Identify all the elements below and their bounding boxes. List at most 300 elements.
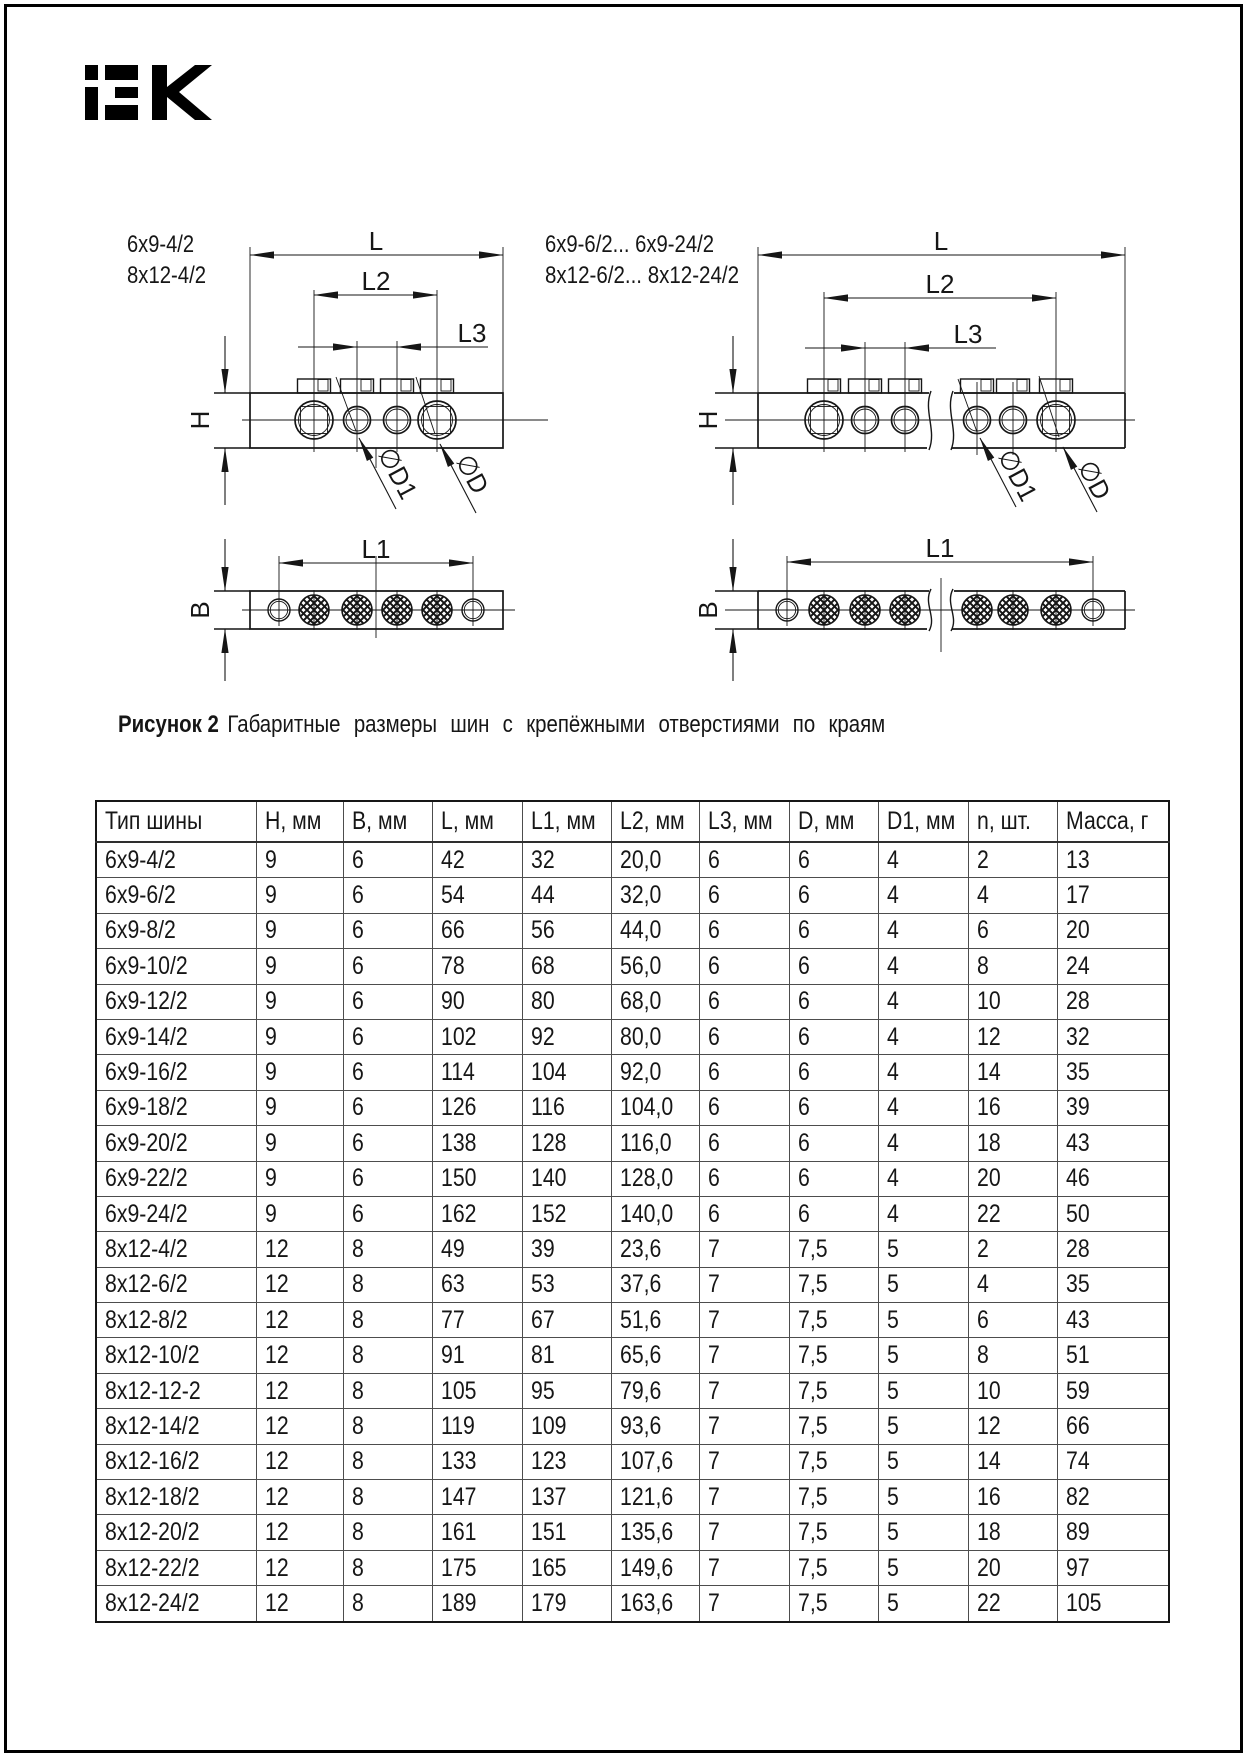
- column-header: D1, мм: [878, 801, 968, 842]
- table-cell: 81: [522, 1338, 611, 1373]
- table-cell: 51: [1057, 1338, 1169, 1373]
- column-header: В, мм: [343, 801, 432, 842]
- table-cell: 5: [878, 1267, 968, 1302]
- dim-D1: ∅D1: [371, 442, 425, 506]
- column-header: L, мм: [432, 801, 522, 842]
- table-cell: 6: [699, 878, 789, 913]
- table-cell: 161: [432, 1515, 522, 1550]
- table-cell: 23,6: [611, 1232, 699, 1267]
- table-row: [96, 1161, 1169, 1196]
- table-cell: 8: [343, 1409, 432, 1444]
- table-row: [96, 878, 1169, 913]
- dim-B: B: [693, 601, 723, 619]
- table-cell: 37,6: [611, 1267, 699, 1302]
- table-cell: 5: [878, 1515, 968, 1550]
- table-cell: 46: [1057, 1161, 1169, 1196]
- table-cell: 5: [878, 1373, 968, 1408]
- table-cell: 79,6: [611, 1373, 699, 1408]
- table-cell: 67: [522, 1303, 611, 1338]
- table-cell: 92: [522, 1019, 611, 1054]
- figure-right: [545, 226, 1135, 681]
- table-cell: 43: [1057, 1126, 1169, 1161]
- column-header: L1, мм: [522, 801, 611, 842]
- table-cell: 9: [256, 949, 343, 984]
- column-header: n, шт.: [968, 801, 1057, 842]
- table-cell: 6: [343, 842, 432, 878]
- table-cell: 12: [256, 1409, 343, 1444]
- table-cell: 12: [256, 1232, 343, 1267]
- table-cell: 150: [432, 1161, 522, 1196]
- table-cell: 39: [522, 1232, 611, 1267]
- table-cell: 51,6: [611, 1303, 699, 1338]
- table-cell: 8x12-4/2: [96, 1232, 256, 1267]
- table-cell: 5: [878, 1338, 968, 1373]
- table-cell: 6x9-24/2: [96, 1196, 256, 1231]
- table-cell: 6x9-12/2: [96, 984, 256, 1019]
- table-cell: 119: [432, 1409, 522, 1444]
- table-row: [96, 1090, 1169, 1125]
- table-cell: 7: [699, 1409, 789, 1444]
- table-cell: 54: [432, 878, 522, 913]
- column-header: D, мм: [789, 801, 878, 842]
- table-cell: 5: [878, 1232, 968, 1267]
- table-cell: 8: [343, 1303, 432, 1338]
- table-cell: 7: [699, 1550, 789, 1585]
- dim-B: B: [185, 601, 215, 619]
- dim-H: H: [693, 410, 723, 430]
- table-row: [96, 1338, 1169, 1373]
- table-cell: 9: [256, 1126, 343, 1161]
- table-cell: 35: [1057, 1055, 1169, 1090]
- table-cell: 20,0: [611, 842, 699, 878]
- table-cell: 104,0: [611, 1090, 699, 1125]
- table-cell: 8: [343, 1550, 432, 1585]
- table-cell: 7,5: [789, 1232, 878, 1267]
- table-cell: 8x12-10/2: [96, 1338, 256, 1373]
- table-cell: 109: [522, 1409, 611, 1444]
- dim-L1: L1: [925, 533, 955, 563]
- table-row: [96, 913, 1169, 948]
- table-cell: 50: [1057, 1196, 1169, 1231]
- table-cell: 4: [878, 1126, 968, 1161]
- table-cell: 91: [432, 1338, 522, 1373]
- table-cell: 9: [256, 913, 343, 948]
- table-cell: 4: [878, 984, 968, 1019]
- table-cell: 7: [699, 1515, 789, 1550]
- table-cell: 152: [522, 1196, 611, 1231]
- table-cell: 4: [968, 878, 1057, 913]
- bottom-view: [715, 578, 1135, 652]
- table-cell: 12: [256, 1338, 343, 1373]
- table-cell: 116,0: [611, 1126, 699, 1161]
- table-cell: 4: [878, 1055, 968, 1090]
- dim-L3: L3: [953, 319, 983, 349]
- table-cell: 6: [789, 1090, 878, 1125]
- table-cell: 66: [432, 913, 522, 948]
- table-cell: 5: [878, 1409, 968, 1444]
- table-cell: 2: [968, 1232, 1057, 1267]
- table-cell: 6x9-10/2: [96, 949, 256, 984]
- table-cell: 8: [968, 949, 1057, 984]
- table-cell: 6x9-4/2: [96, 842, 256, 878]
- table-cell: 128,0: [611, 1161, 699, 1196]
- table-cell: 6: [699, 1090, 789, 1125]
- table-cell: 7: [699, 1444, 789, 1479]
- figure-caption-text: Габаритные размеры шин с крепёжными отверстиями по краям: [227, 711, 886, 738]
- table-row: [96, 1267, 1169, 1302]
- table-cell: 56,0: [611, 949, 699, 984]
- table-cell: 8x12-18/2: [96, 1480, 256, 1515]
- table-cell: 6x9-18/2: [96, 1090, 256, 1125]
- table-cell: 35: [1057, 1267, 1169, 1302]
- table-row: [96, 1480, 1169, 1515]
- table-cell: 6: [699, 1196, 789, 1231]
- table-cell: 6: [343, 1019, 432, 1054]
- table-cell: 8x12-14/2: [96, 1409, 256, 1444]
- table-cell: 6: [789, 949, 878, 984]
- table-cell: 78: [432, 949, 522, 984]
- table-cell: 32: [522, 842, 611, 878]
- table-cell: 17: [1057, 878, 1169, 913]
- table-cell: 6: [699, 1055, 789, 1090]
- table-cell: 165: [522, 1550, 611, 1585]
- table-cell: 9: [256, 1196, 343, 1231]
- table-cell: 7: [699, 1232, 789, 1267]
- table-cell: 6: [789, 1196, 878, 1231]
- table-row: [96, 1444, 1169, 1479]
- table-cell: 6: [343, 1126, 432, 1161]
- table-row: [96, 1232, 1169, 1267]
- table-cell: 63: [432, 1267, 522, 1302]
- table-cell: 8: [343, 1480, 432, 1515]
- table-row: [96, 984, 1169, 1019]
- table-cell: 6: [343, 878, 432, 913]
- variant-label: 6x9-4/2: [127, 231, 194, 258]
- spec-table-body: [96, 842, 1169, 1622]
- table-cell: 5: [878, 1550, 968, 1585]
- dim-H: H: [185, 410, 215, 430]
- table-cell: 6: [699, 984, 789, 1019]
- table-cell: 12: [968, 1409, 1057, 1444]
- table-cell: 6x9-6/2: [96, 878, 256, 913]
- table-cell: 7,5: [789, 1267, 878, 1302]
- table-cell: 8: [343, 1373, 432, 1408]
- table-cell: 74: [1057, 1444, 1169, 1479]
- table-cell: 151: [522, 1515, 611, 1550]
- table-cell: 12: [256, 1515, 343, 1550]
- table-cell: 8: [343, 1232, 432, 1267]
- table-cell: 20: [1057, 913, 1169, 948]
- table-cell: 12: [256, 1586, 343, 1622]
- table-row: [96, 1126, 1169, 1161]
- table-cell: 4: [878, 913, 968, 948]
- table-cell: 80,0: [611, 1019, 699, 1054]
- dim-D: ∅D: [449, 449, 496, 500]
- table-cell: 140,0: [611, 1196, 699, 1231]
- table-cell: 6x9-16/2: [96, 1055, 256, 1090]
- table-cell: 6: [343, 913, 432, 948]
- dim-L2: L2: [361, 266, 391, 296]
- table-row: [96, 949, 1169, 984]
- table-cell: 44,0: [611, 913, 699, 948]
- table-cell: 7,5: [789, 1515, 878, 1550]
- table-cell: 7: [699, 1373, 789, 1408]
- table-header-row: [96, 801, 1169, 842]
- table-cell: 5: [878, 1586, 968, 1622]
- table-cell: 128: [522, 1126, 611, 1161]
- table-cell: 68: [522, 949, 611, 984]
- table-cell: 6: [343, 984, 432, 1019]
- column-header: Тип шины: [96, 801, 256, 842]
- table-cell: 14: [968, 1055, 1057, 1090]
- table-cell: 6: [343, 1090, 432, 1125]
- table-cell: 22: [968, 1196, 1057, 1231]
- side-view: [715, 379, 1135, 455]
- table-cell: 6: [789, 878, 878, 913]
- table-cell: 6: [699, 1161, 789, 1196]
- table-cell: 68,0: [611, 984, 699, 1019]
- table-cell: 9: [256, 1090, 343, 1125]
- table-cell: 97: [1057, 1550, 1169, 1585]
- table-cell: 14: [968, 1444, 1057, 1479]
- table-cell: 6x9-8/2: [96, 913, 256, 948]
- table-cell: 8: [343, 1267, 432, 1302]
- table-cell: 8x12-6/2: [96, 1267, 256, 1302]
- table-row: [96, 1586, 1169, 1622]
- table-cell: 8: [343, 1586, 432, 1622]
- table-row: [96, 842, 1169, 878]
- table-cell: 7: [699, 1267, 789, 1302]
- dim-L3: L3: [457, 318, 487, 348]
- table-cell: 9: [256, 1019, 343, 1054]
- table-cell: 4: [878, 1090, 968, 1125]
- table-cell: 105: [1057, 1586, 1169, 1622]
- dim-L2: L2: [925, 269, 955, 299]
- table-cell: 4: [878, 1161, 968, 1196]
- table-cell: 7,5: [789, 1373, 878, 1408]
- table-cell: 4: [878, 949, 968, 984]
- table-cell: 138: [432, 1126, 522, 1161]
- table-cell: 59: [1057, 1373, 1169, 1408]
- table-cell: 6x9-20/2: [96, 1126, 256, 1161]
- table-cell: 6: [789, 842, 878, 878]
- table-cell: 9: [256, 1161, 343, 1196]
- table-cell: 4: [878, 1019, 968, 1054]
- table-cell: 56: [522, 913, 611, 948]
- table-row: [96, 1515, 1169, 1550]
- table-cell: 5: [878, 1444, 968, 1479]
- table-cell: 163,6: [611, 1586, 699, 1622]
- table-cell: 8x12-16/2: [96, 1444, 256, 1479]
- column-header: Масса, г: [1057, 801, 1169, 842]
- table-cell: 10: [968, 1373, 1057, 1408]
- variant-label: 8x12-6/2... 8x12-24/2: [545, 262, 739, 289]
- table-cell: 8x12-20/2: [96, 1515, 256, 1550]
- table-cell: 6: [789, 1055, 878, 1090]
- table-cell: 77: [432, 1303, 522, 1338]
- table-cell: 8x12-24/2: [96, 1586, 256, 1622]
- table-cell: 179: [522, 1586, 611, 1622]
- table-cell: 7: [699, 1480, 789, 1515]
- table-cell: 6: [699, 949, 789, 984]
- table-row: [96, 1409, 1169, 1444]
- dim-D1: ∅D1: [991, 444, 1045, 508]
- figure-caption: [118, 711, 1021, 739]
- table-cell: 6: [343, 1196, 432, 1231]
- table-cell: 16: [968, 1480, 1057, 1515]
- dim-L: L: [368, 226, 384, 256]
- table-cell: 39: [1057, 1090, 1169, 1125]
- table-cell: 20: [968, 1550, 1057, 1585]
- table-cell: 8: [968, 1338, 1057, 1373]
- table-cell: 9: [256, 878, 343, 913]
- table-row: [96, 1550, 1169, 1585]
- table-cell: 6: [699, 1019, 789, 1054]
- table-cell: 175: [432, 1550, 522, 1585]
- table-cell: 6: [789, 1019, 878, 1054]
- table-cell: 4: [878, 878, 968, 913]
- table-cell: 32: [1057, 1019, 1169, 1054]
- table-cell: 43: [1057, 1303, 1169, 1338]
- spec-table: [95, 800, 1170, 1623]
- table-cell: 135,6: [611, 1515, 699, 1550]
- table-cell: 8x12-8/2: [96, 1303, 256, 1338]
- table-cell: 6: [968, 1303, 1057, 1338]
- table-cell: 9: [256, 984, 343, 1019]
- table-cell: 8: [343, 1338, 432, 1373]
- table-cell: 5: [878, 1480, 968, 1515]
- table-cell: 6: [343, 1055, 432, 1090]
- table-row: [96, 1373, 1169, 1408]
- dim-D: ∅D: [1071, 455, 1118, 506]
- table-cell: 12: [256, 1550, 343, 1585]
- variant-label: 8x12-4/2: [127, 262, 206, 289]
- table-cell: 6: [343, 949, 432, 984]
- variant-label: 6x9-6/2... 6x9-24/2: [545, 231, 714, 258]
- table-row: [96, 1055, 1169, 1090]
- table-cell: 28: [1057, 984, 1169, 1019]
- column-header: L2, мм: [611, 801, 699, 842]
- table-cell: 133: [432, 1444, 522, 1479]
- table-cell: 5: [878, 1303, 968, 1338]
- table-cell: 7,5: [789, 1444, 878, 1479]
- table-cell: 4: [878, 842, 968, 878]
- table-cell: 12: [256, 1373, 343, 1408]
- column-header: L3, мм: [699, 801, 789, 842]
- table-cell: 2: [968, 842, 1057, 878]
- table-cell: 121,6: [611, 1480, 699, 1515]
- table-cell: 49: [432, 1232, 522, 1267]
- table-cell: 16: [968, 1090, 1057, 1125]
- table-cell: 12: [256, 1303, 343, 1338]
- table-cell: 7,5: [789, 1480, 878, 1515]
- table-cell: 18: [968, 1126, 1057, 1161]
- table-row: [96, 1303, 1169, 1338]
- table-cell: 147: [432, 1480, 522, 1515]
- table-cell: 6: [699, 842, 789, 878]
- table-cell: 8: [343, 1515, 432, 1550]
- table-cell: 95: [522, 1373, 611, 1408]
- table-cell: 123: [522, 1444, 611, 1479]
- table-cell: 22: [968, 1586, 1057, 1622]
- table-cell: 6x9-22/2: [96, 1161, 256, 1196]
- table-cell: 6x9-14/2: [96, 1019, 256, 1054]
- table-cell: 189: [432, 1586, 522, 1622]
- table-cell: 116: [522, 1090, 611, 1125]
- table-cell: 42: [432, 842, 522, 878]
- table-cell: 6: [789, 913, 878, 948]
- table-cell: 65,6: [611, 1338, 699, 1373]
- table-cell: 6: [789, 984, 878, 1019]
- table-cell: 12: [256, 1267, 343, 1302]
- table-cell: 82: [1057, 1480, 1169, 1515]
- table-cell: 4: [968, 1267, 1057, 1302]
- table-cell: 6: [789, 1126, 878, 1161]
- figure-left: [127, 226, 548, 681]
- table-cell: 7: [699, 1303, 789, 1338]
- figure-drawings: [0, 0, 1247, 750]
- table-cell: 114: [432, 1055, 522, 1090]
- table-cell: 4: [878, 1196, 968, 1231]
- table-cell: 7,5: [789, 1409, 878, 1444]
- bottom-view: [214, 556, 515, 638]
- table-cell: 28: [1057, 1232, 1169, 1267]
- table-cell: 104: [522, 1055, 611, 1090]
- table-cell: 8x12-22/2: [96, 1550, 256, 1585]
- table-cell: 6: [343, 1161, 432, 1196]
- table-row: [96, 1019, 1169, 1054]
- table-cell: 137: [522, 1480, 611, 1515]
- table-row: [96, 1196, 1169, 1231]
- table-cell: 12: [256, 1444, 343, 1479]
- table-cell: 9: [256, 842, 343, 878]
- table-cell: 8: [343, 1444, 432, 1479]
- table-cell: 149,6: [611, 1550, 699, 1585]
- table-cell: 12: [968, 1019, 1057, 1054]
- table-cell: 162: [432, 1196, 522, 1231]
- dim-L: L: [933, 226, 949, 256]
- table-cell: 53: [522, 1267, 611, 1302]
- table-cell: 107,6: [611, 1444, 699, 1479]
- table-cell: 105: [432, 1373, 522, 1408]
- table-cell: 13: [1057, 842, 1169, 878]
- table-cell: 6: [968, 913, 1057, 948]
- table-cell: 126: [432, 1090, 522, 1125]
- table-cell: 93,6: [611, 1409, 699, 1444]
- table-cell: 18: [968, 1515, 1057, 1550]
- dim-L1: L1: [361, 534, 391, 564]
- table-cell: 6: [789, 1161, 878, 1196]
- table-cell: 32,0: [611, 878, 699, 913]
- table-cell: 12: [256, 1480, 343, 1515]
- table-cell: 9: [256, 1055, 343, 1090]
- table-cell: 80: [522, 984, 611, 1019]
- table-cell: 10: [968, 984, 1057, 1019]
- table-cell: 7: [699, 1586, 789, 1622]
- table-cell: 140: [522, 1161, 611, 1196]
- table-cell: 7,5: [789, 1338, 878, 1373]
- table-cell: 24: [1057, 949, 1169, 984]
- table-cell: 102: [432, 1019, 522, 1054]
- table-cell: 90: [432, 984, 522, 1019]
- table-cell: 7,5: [789, 1550, 878, 1585]
- table-cell: 66: [1057, 1409, 1169, 1444]
- column-header: Н, мм: [256, 801, 343, 842]
- figure-caption-label: Рисунок 2: [118, 711, 219, 738]
- table-cell: 92,0: [611, 1055, 699, 1090]
- table-cell: 7,5: [789, 1586, 878, 1622]
- table-cell: 20: [968, 1161, 1057, 1196]
